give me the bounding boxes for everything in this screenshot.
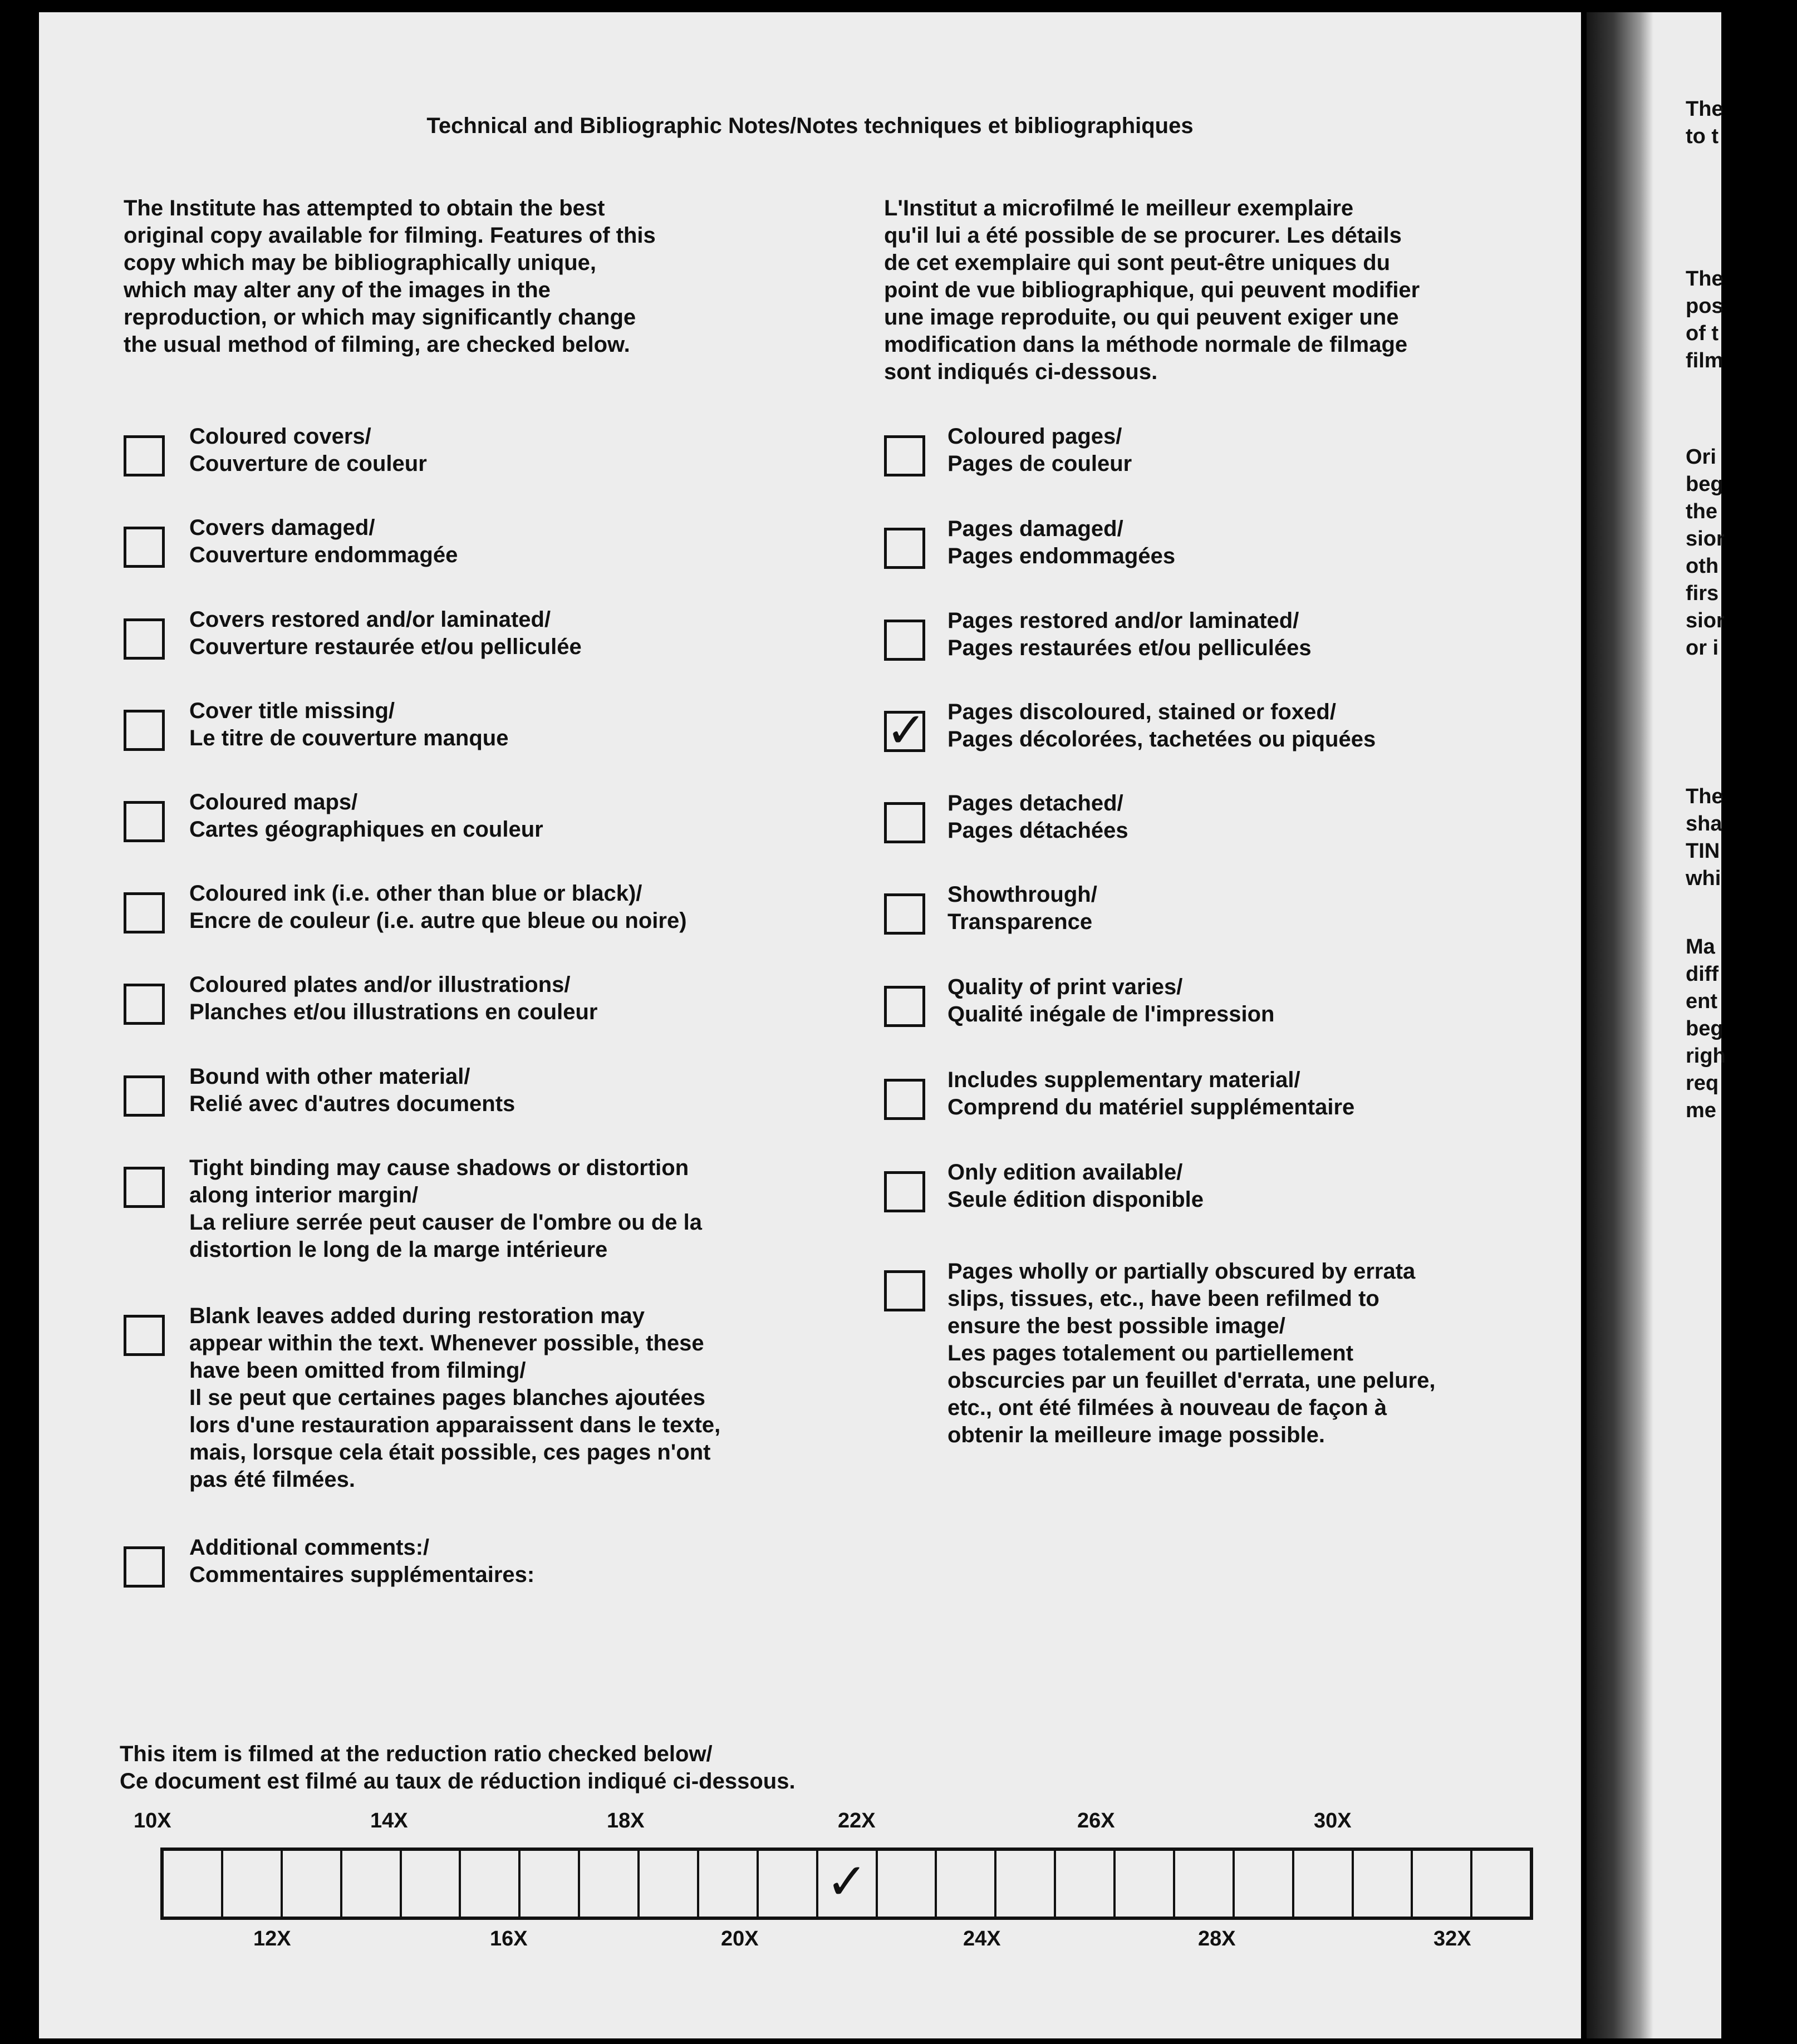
ratio-cell[interactable] [818, 1851, 878, 1917]
left-checklist-label: Cover title missing/ Le titre de couverture manque [189, 699, 509, 750]
ratio-label: 20X [721, 1927, 759, 1950]
ratio-label: 12X [253, 1927, 291, 1950]
checkmark-icon: ✓ [826, 1854, 868, 1910]
right-checkbox[interactable] [884, 893, 925, 935]
left-checklist-label: Additional comments:/ Commentaires supplémentaires: [189, 1535, 535, 1587]
ratio-cell[interactable] [640, 1851, 699, 1917]
ratio-label: 14X [370, 1809, 408, 1832]
ratio-label: 28X [1198, 1927, 1236, 1950]
left-checkbox[interactable] [124, 984, 165, 1025]
ratio-cell[interactable] [1175, 1851, 1235, 1917]
intro-french: L'Institut a microfilmé le meilleur exemplaire qu'il lui a été possible de se procurer. Les détails de cet exemplaire qui sont peut-être uniques du point de vue bibliographique, qui peuvent modifier une image reproduite, ou qui peuvent exiger une modification dans la méthode normale de filmage sont indiqués ci-dessous. [884, 196, 1420, 384]
reduction-caption: This item is filmed at the reduction ratio checked below/ Ce document est filmé au taux de réduction indiqué ci-dessous. [120, 1742, 796, 1794]
left-checkbox[interactable] [124, 892, 165, 933]
page-fold-shadow [1587, 12, 1653, 2038]
ratio-cell[interactable] [1235, 1851, 1294, 1917]
right-checkbox[interactable] [884, 1079, 925, 1120]
left-checklist-label: Tight binding may cause shadows or distortion along interior margin/ La reliure serrée peut causer de l'ombre ou de la distortion le long de la marge intérieure [189, 1156, 702, 1262]
checkmark-icon: ✓ [886, 702, 927, 758]
ratio-label: 22X [838, 1809, 876, 1832]
left-checkbox[interactable] [124, 618, 165, 660]
right-checkbox[interactable] [884, 620, 925, 661]
ratio-label: 18X [607, 1809, 645, 1832]
right-checklist-label: Pages detached/ Pages détachées [947, 791, 1128, 843]
ratio-cell[interactable] [1354, 1851, 1413, 1917]
ratio-cell[interactable] [1056, 1851, 1116, 1917]
left-checkbox[interactable] [124, 435, 165, 476]
page-title: Technical and Bibliographic Notes/Notes techniques et bibliographiques [426, 114, 1194, 138]
right-checklist-label: Pages restored and/or laminated/ Pages restaurées et/ou pelliculées [947, 608, 1312, 660]
reduction-ratio-table [160, 1848, 1533, 1920]
ratio-cell[interactable] [1413, 1851, 1472, 1917]
ratio-cell[interactable] [759, 1851, 818, 1917]
adjacent-sheet [1587, 12, 1726, 2038]
intro-english: The Institute has attempted to obtain the best original copy available for filming. Features of this copy which may be bibliographically unique, which may alter any of the images in the reproduction, or which may significantly change the usual method of filming, are checked below. [124, 196, 656, 357]
document-sheet [39, 12, 1581, 2038]
ratio-cell[interactable] [402, 1851, 461, 1917]
left-checklist-label: Coloured maps/ Cartes géographiques en couleur [189, 790, 543, 842]
left-checklist-label: Coloured ink (i.e. other than blue or black)/ Encre de couleur (i.e. autre que bleue ou noire) [189, 881, 687, 933]
ratio-cell[interactable] [521, 1851, 580, 1917]
right-checkbox[interactable] [884, 435, 925, 476]
ratio-cell[interactable] [461, 1851, 521, 1917]
right-checklist-label: Only edition available/ Seule édition disponible [947, 1160, 1204, 1212]
left-checklist-label: Bound with other material/ Relié avec d'autres documents [189, 1064, 515, 1116]
right-checkbox[interactable] [884, 702, 927, 758]
left-checkbox[interactable] [124, 801, 165, 842]
ratio-cell[interactable] [223, 1851, 283, 1917]
left-checkbox[interactable] [124, 710, 165, 751]
ratio-label: 16X [490, 1927, 528, 1950]
ratio-cell[interactable] [996, 1851, 1056, 1917]
ratio-cell[interactable] [164, 1851, 223, 1917]
ratio-cell[interactable] [342, 1851, 402, 1917]
right-checkbox[interactable] [884, 1171, 925, 1212]
right-checklist-label: Pages wholly or partially obscured by errata slips, tissues, etc., have been refilmed to ensure the best possible image/ Les pages totalement ou partiellement obscurcies par un feuillet d'errata, une pelure, etc., ont été filmées à nouveau de façon à obtenir la meilleure image possible. [947, 1259, 1436, 1447]
ratio-cell[interactable] [699, 1851, 759, 1917]
left-checkbox[interactable] [124, 1075, 165, 1117]
ratio-label: 10X [134, 1809, 171, 1832]
right-checkbox[interactable] [884, 528, 925, 569]
ratio-cell[interactable] [580, 1851, 640, 1917]
ratio-label: 30X [1314, 1809, 1352, 1832]
left-checkbox[interactable] [124, 1167, 165, 1208]
ratio-cell[interactable] [283, 1851, 342, 1917]
left-checkbox[interactable] [124, 1546, 165, 1588]
right-checklist-label: Pages damaged/ Pages endommagées [947, 517, 1176, 568]
ratio-label: 24X [963, 1927, 1001, 1950]
right-checklist-label: Showthrough/ Transparence [947, 882, 1097, 934]
ratio-label: 32X [1433, 1927, 1471, 1950]
ratio-label: 26X [1077, 1809, 1115, 1832]
right-checklist-label: Coloured pages/ Pages de couleur [947, 424, 1132, 476]
ratio-cell[interactable] [1294, 1851, 1354, 1917]
left-checklist-label: Covers damaged/ Couverture endommagée [189, 515, 458, 567]
adjacent-paragraph-fragment: The pos of t film [1686, 267, 1724, 372]
adjacent-paragraph-fragment: The to t [1686, 97, 1724, 148]
right-checkbox[interactable] [884, 986, 925, 1027]
adjacent-paragraph-fragment: Ma diff ent beg righ req me [1686, 935, 1726, 1122]
adjacent-paragraph-fragment: Ori beg the sior oth firs sior or i [1686, 445, 1725, 660]
right-checklist-label: Includes supplementary material/ Comprend du matériel supplémentaire [947, 1068, 1355, 1119]
ratio-cell[interactable] [937, 1851, 996, 1917]
left-checklist-label: Blank leaves added during restoration may appear within the text. Whenever possible, these have been omitted from filming/ Il se peut que certaines pages blanches ajoutées lors d'une restauration apparaissent dans le texte, mais, lorsque cela était possible, ces pages n'ont pas été filmées. [189, 1304, 721, 1492]
right-checkbox[interactable] [884, 802, 925, 843]
left-checklist-label: Covers restored and/or laminated/ Couverture restaurée et/ou pelliculée [189, 607, 582, 659]
right-checklist-label: Quality of print varies/ Qualité inégale de l'impression [947, 975, 1275, 1026]
left-checklist-label: Coloured plates and/or illustrations/ Planches et/ou illustrations en couleur [189, 972, 598, 1024]
left-checkbox[interactable] [124, 1315, 165, 1356]
left-checkbox[interactable] [124, 527, 165, 568]
ratio-cell[interactable] [1116, 1851, 1175, 1917]
ratio-cell[interactable] [1472, 1851, 1530, 1917]
left-checklist-label: Coloured covers/ Couverture de couleur [189, 424, 427, 476]
ratio-cell[interactable] [878, 1851, 937, 1917]
right-checkbox[interactable] [884, 1270, 925, 1311]
right-checklist-label: Pages discoloured, stained or foxed/ Pages décolorées, tachetées ou piquées [947, 700, 1376, 751]
adjacent-paragraph-fragment: The sha TIN whi [1686, 785, 1724, 890]
